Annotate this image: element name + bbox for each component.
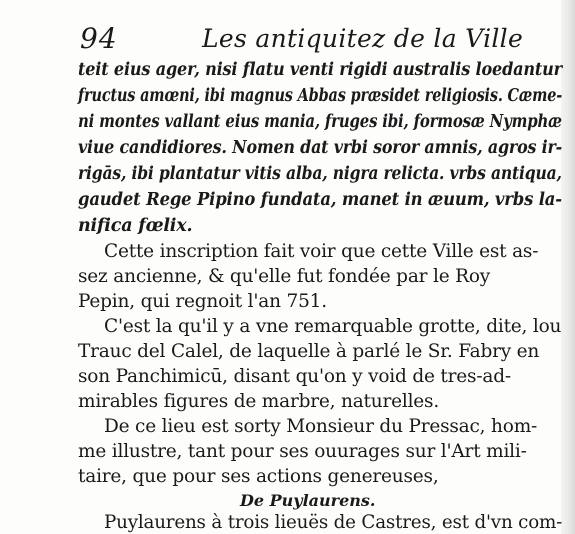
body-line: me illustre, tant pour ses ouurages sur l'Art mili-	[78, 441, 527, 462]
page-header	[80, 22, 524, 58]
latin-line: viue candidiores. Nomen dat vrbi soror amnis, agros ir-	[78, 138, 563, 158]
page-edge-shadow	[561, 0, 575, 534]
page-number: 94	[80, 22, 118, 55]
latin-line: nifica fœlix.	[78, 216, 193, 236]
body-line: C'est la qu'il y a vne remarquable grotte, dite, lou	[104, 316, 562, 337]
latin-line: ni montes vallant eius mania, fruges ibi, formosæ Nymphæ	[78, 112, 562, 132]
body-line: De ce lieu est sorty Monsieur du Pressac, hom-	[104, 416, 538, 437]
latin-line: fructus amœni, ibi magnus Abbas præsidet religiosis. Cæme-	[78, 86, 563, 106]
section-heading: De Puylaurens.	[240, 491, 376, 510]
body-line: Pepin, qui regnoit l'an 751.	[78, 291, 327, 312]
latin-line: teit eius ager, nisi flatu venti rigidi australis loedantur	[78, 60, 562, 80]
body-line: sez ancienne, & qu'elle fut fondée par le Roy	[78, 266, 491, 287]
body-line: mirables figures de marbre, naturelles.	[78, 391, 440, 412]
latin-line: rigās, ibi plantatur vitis alba, nigra relicta. vrbs antiqua,	[78, 164, 562, 184]
body-line: Cette inscription fait voir que cette Ville est as-	[104, 241, 539, 262]
body-line: son Panchimicū, disant qu'on y void de tres-ad-	[78, 366, 511, 387]
body-line: Puylaurens à trois lieuës de Castres, est d'vn com-	[104, 512, 563, 533]
body-line: Trauc del Calel, de laquelle à parlé le Sr. Fabry en	[78, 341, 540, 362]
running-title: Les antiquitez de la Ville	[202, 24, 524, 53]
body-line: taire, que pour ses actions genereuses,	[78, 466, 439, 487]
latin-line: gaudet Rege Pipino fundata, manet in æuum, vrbs la-	[78, 190, 562, 210]
